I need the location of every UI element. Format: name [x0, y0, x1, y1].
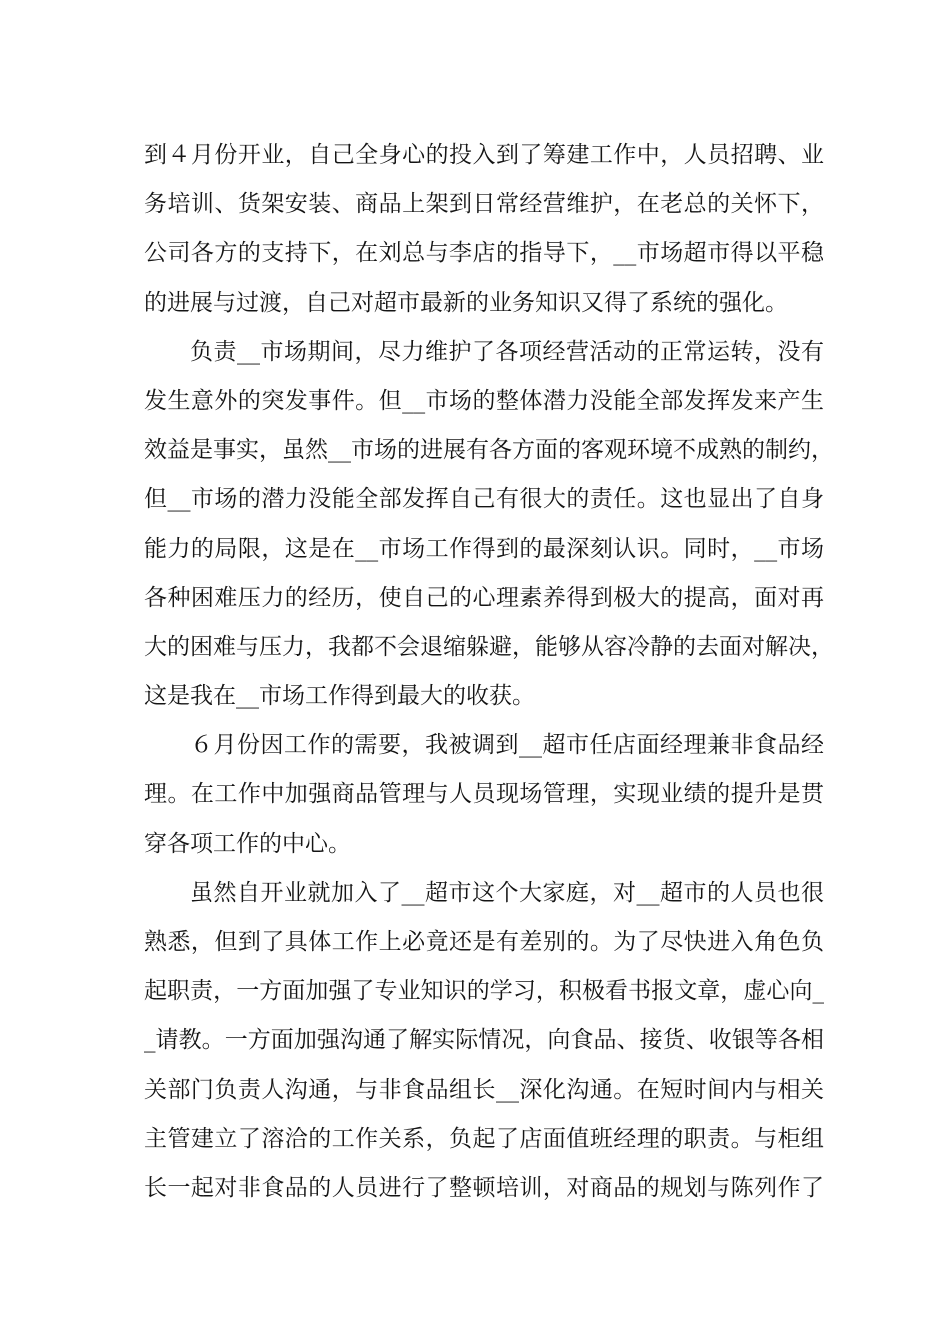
text-line: 熟悉，但到了具体工作上必竟还是有差别的。为了尽快进入角色负	[144, 929, 824, 955]
document-body	[144, 131, 834, 1213]
text-line: 能力的局限，这是在__市场工作得到的最深刻认识。同时，__市场	[144, 535, 824, 562]
paragraph-market-responsibility	[144, 328, 834, 722]
text-line: 到４月份开业，自己全身心的投入到了筹建工作中，人员招聘、业	[144, 142, 824, 168]
text-line: 关部门负责人沟通，与非食品组长__深化沟通。在短时间内与相关	[144, 1076, 824, 1103]
paragraph-june-transfer	[144, 721, 824, 869]
text-line: 但__市场的潜力没能全部发挥自己有很大的责任。这也显出了自身	[144, 486, 824, 513]
text-line: 发生意外的突发事件。但__市场的整体潜力没能全部发挥发来产生	[144, 387, 824, 414]
text-line: 大的困难与压力，我都不会退缩躲避，能够从容冷静的去面对解决，	[144, 633, 834, 660]
text-line: 长一起对非食品的人员进行了整顿培训，对商品的规划与陈列作了	[144, 1174, 824, 1201]
text-line: 理。在工作中加强商品管理与人员现场管理，实现业绩的提升是贯	[144, 781, 824, 808]
text-line: 负责__市场期间，尽力维护了各项经营活动的正常运转，没有	[190, 338, 824, 365]
text-line: 起职责，一方面加强了专业知识的学习，积极看书报文章，虚心向_	[144, 978, 824, 1005]
text-line: 效益是事实，虽然__市场的进展有各方面的客观环境不成熟的制约，	[144, 437, 834, 464]
text-line: 公司各方的支持下，在刘总与李店的指导下，__市场超市得以平稳	[144, 240, 824, 267]
text-line: 穿各项工作的中心。	[144, 830, 351, 857]
text-line: ６月份因工作的需要，我被调到__超市任店面经理兼非食品经	[190, 732, 824, 759]
text-line: 的进展与过渡，自己对超市最新的业务知识又得了系统的强化。	[144, 289, 788, 316]
text-line: 虽然自开业就加入了__超市这个大家庭，对__超市的人员也很	[190, 879, 824, 906]
text-line: 这是我在__市场工作得到最大的收获。	[144, 683, 535, 710]
paragraph-role-adaptation	[144, 869, 824, 1213]
text-line: 务培训、货架安装、商品上架到日常经营维护，在老总的关怀下，	[144, 191, 824, 218]
paragraph-opening-continued	[144, 131, 824, 328]
text-line: _请教。一方面加强沟通了解实际情况，向食品、接货、收银等各相	[144, 1027, 824, 1054]
text-line: 各种困难压力的经历，使自己的心理素养得到极大的提高，面对再	[144, 584, 824, 611]
text-line: 主管建立了溶洽的工作关系，负起了店面值班经理的职责。与柜组	[144, 1125, 824, 1152]
